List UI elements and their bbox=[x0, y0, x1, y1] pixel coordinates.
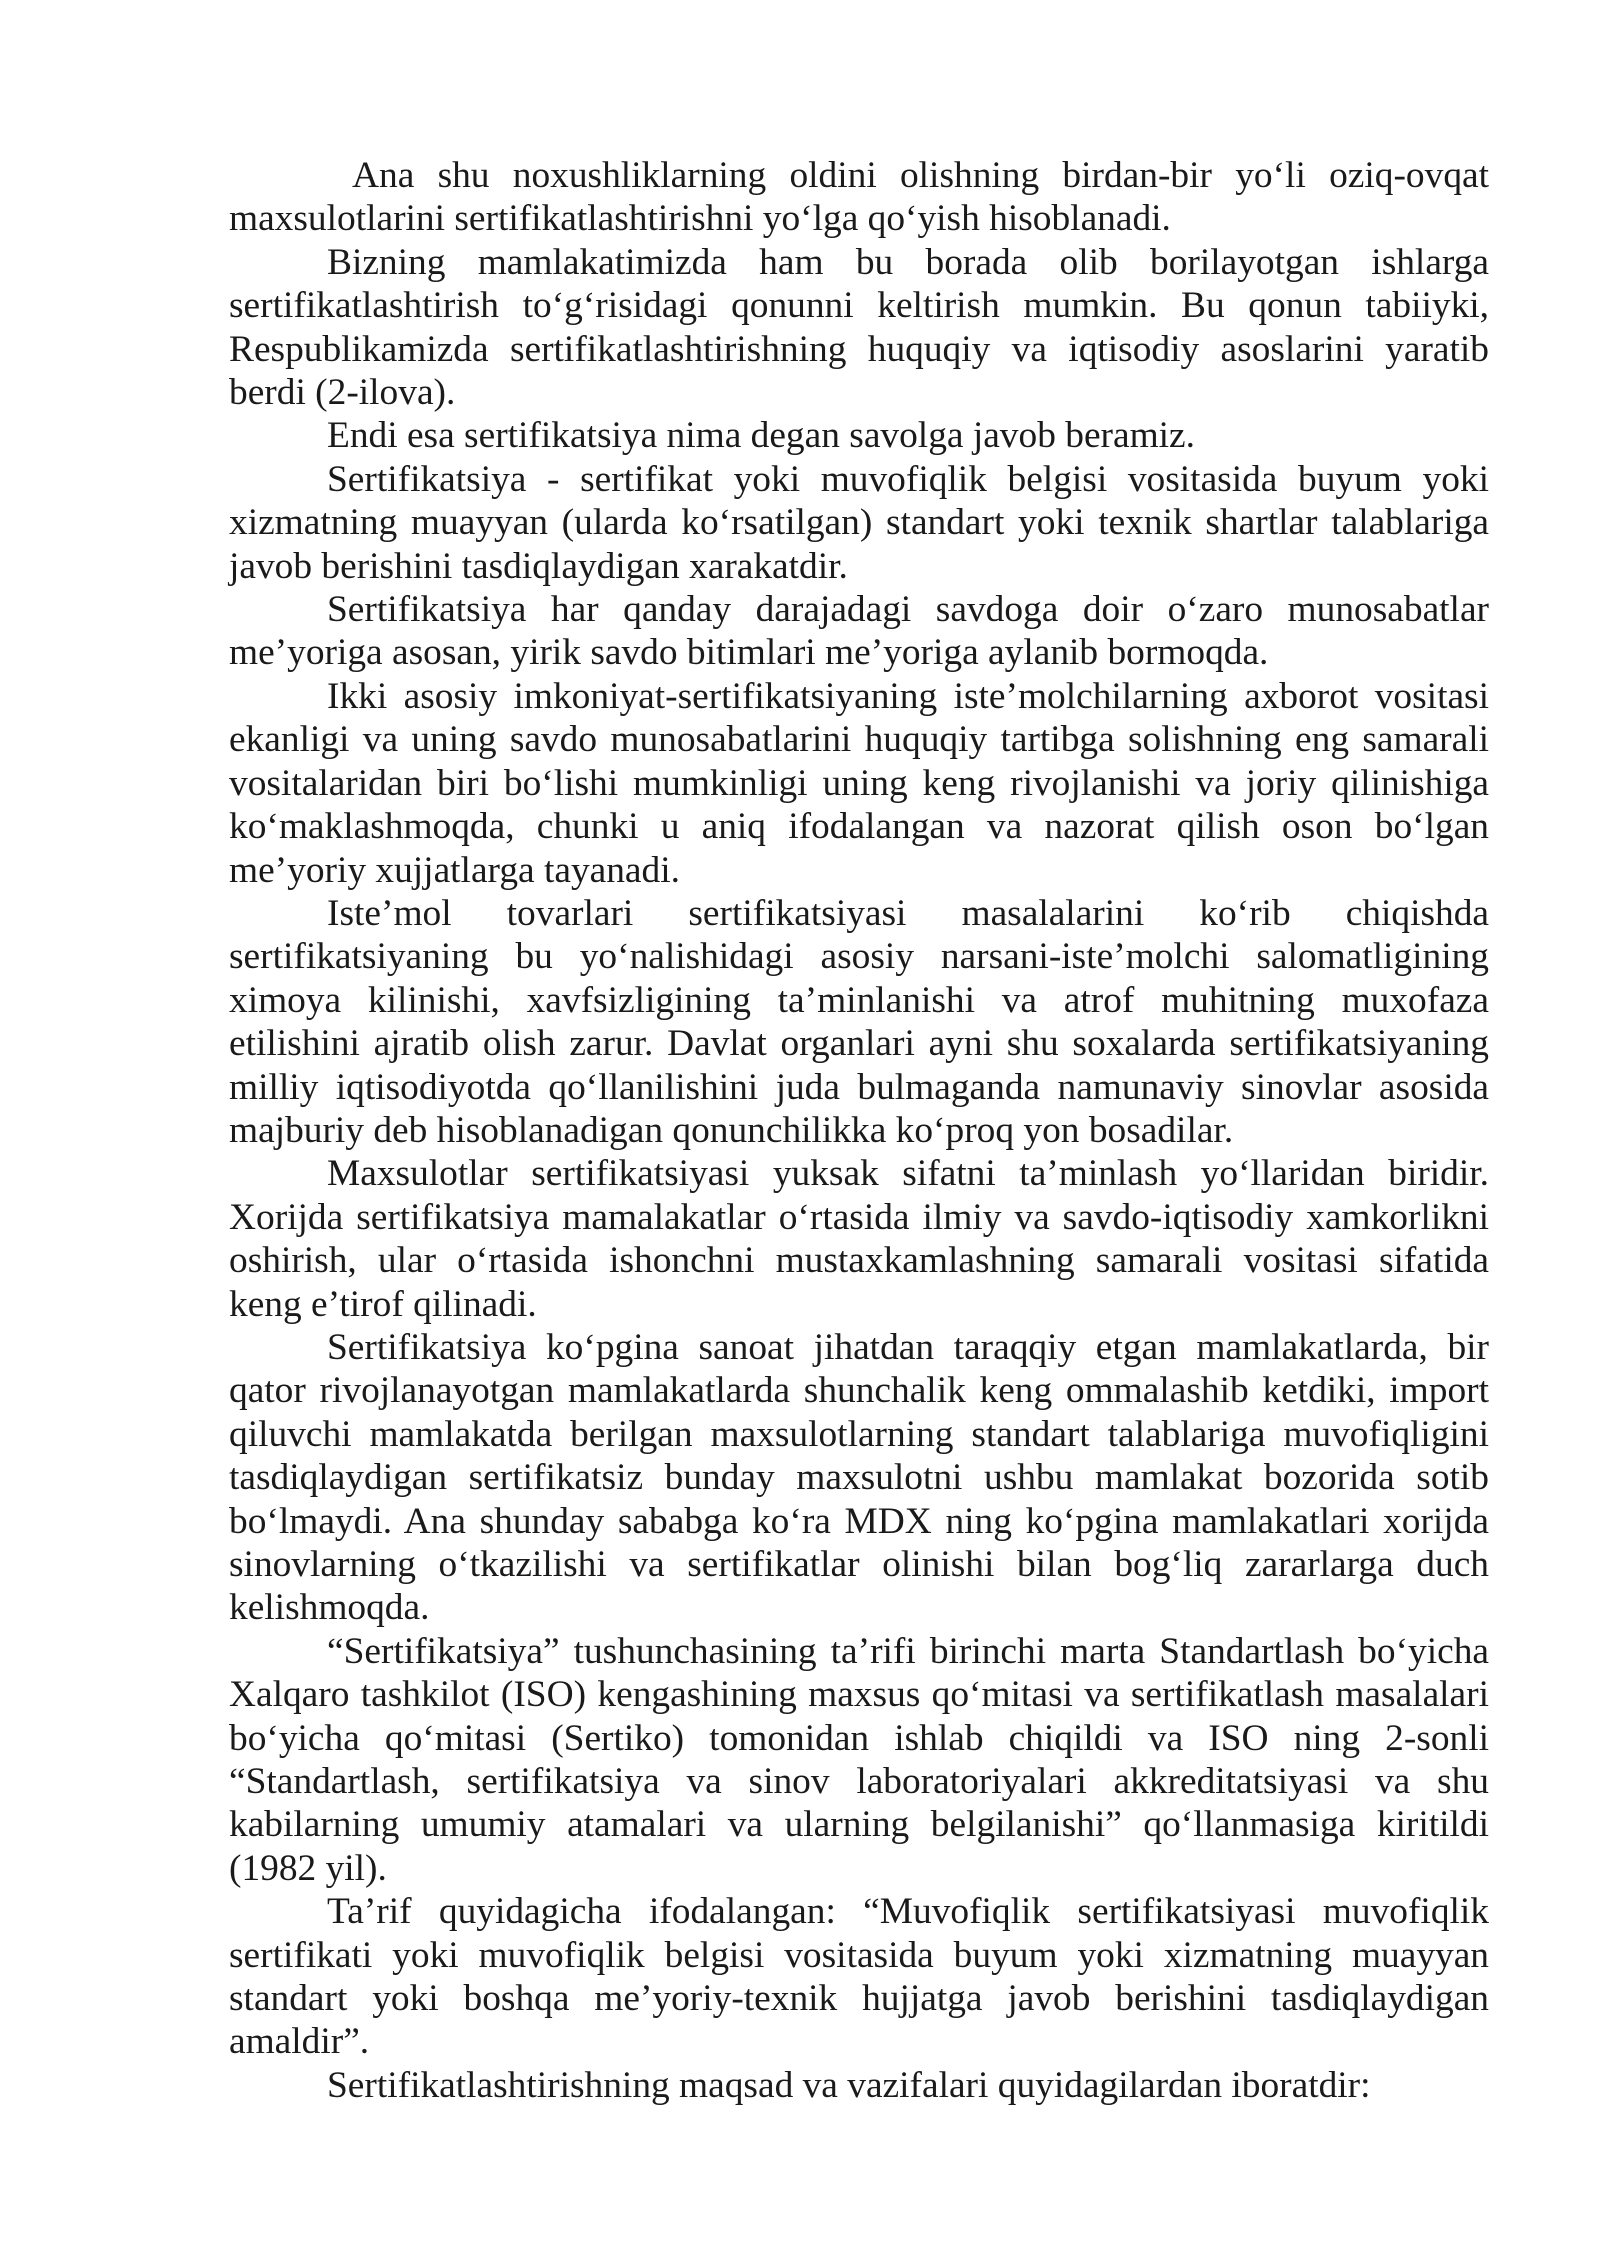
text-line: bo‘lmaydi. Ana shunday sababga ko‘ra MDX ning ko‘pgina mamlakatlari xorijda bbox=[229, 1500, 1489, 1542]
text-line: (1982 yil). bbox=[229, 1847, 387, 1889]
text-line: maxsulotlarini sertifikatlashtirishni yo‘lga qo‘yish hisoblanadi. bbox=[229, 198, 1171, 240]
text-line: Ikki asosiy imkoniyat-sertifikatsiyaning iste’molchilarning axborot vositasi bbox=[327, 675, 1489, 717]
paragraph bbox=[229, 1890, 1489, 2064]
text-line: Sertifikatsiya - sertifikat yoki muvofiqlik belgisi vositasida buyum yoki bbox=[327, 458, 1489, 500]
paragraph bbox=[229, 588, 1489, 675]
text-line: Respublikamizda sertifikatlashtirishning huquqiy va iqtisodiy asoslarini yaratib bbox=[229, 328, 1489, 370]
text-line: Maxsulotlar sertifikatsiyasi yuksak sifatni ta’minlash yo‘llaridan biridir. bbox=[327, 1153, 1489, 1195]
text-line: milliy iqtisodiyotda qo‘llanilishini juda bulmaganda namunaviy sinovlar asosida bbox=[229, 1066, 1489, 1108]
text-line: ko‘maklashmoqda, chunki u aniq ifodalangan va nazorat qilish oson bo‘lgan bbox=[229, 806, 1489, 848]
paragraph bbox=[229, 675, 1489, 892]
text-line: Sertifikatlashtirishning maqsad va vazifalari quyidagilardan iboratdir: bbox=[327, 2064, 1371, 2106]
text-line: Xalqaro tashkilot (ISO) kengashining maxsus qo‘mitasi va sertifikatlash masalalari bbox=[229, 1674, 1489, 1716]
text-line: standart yoki boshqa me’yoriy-texnik hujjatga javob berishini tasdiqlaydigan bbox=[229, 1978, 1489, 2020]
text-line: Bizning mamlakatimizda ham bu borada olib borilayotgan ishlarga bbox=[327, 241, 1489, 283]
paragraph bbox=[229, 1152, 1489, 1326]
text-line: sertifikati yoki muvofiqlik belgisi vositasida buyum yoki xizmatning muayyan bbox=[229, 1934, 1489, 1976]
text-line: berdi (2-ilova). bbox=[229, 372, 456, 414]
text-line: Endi esa sertifikatsiya nima degan savolga javob beramiz. bbox=[327, 415, 1195, 457]
text-line: qiluvchi mamlakatda berilgan maxsulotlarning standart talablariga muvofiqligini bbox=[229, 1413, 1489, 1455]
text-line: Ta’rif quyidagicha ifodalangan: “Muvofiqlik sertifikatsiyasi muvofiqlik bbox=[327, 1891, 1489, 1933]
paragraph bbox=[229, 1326, 1489, 1630]
text-line: javob berishini tasdiqlaydigan xarakatdir. bbox=[229, 545, 848, 587]
paragraph bbox=[229, 2064, 1489, 2107]
paragraph bbox=[229, 414, 1489, 457]
text-line: “Sertifikatsiya” tushunchasining ta’rifi birinchi marta Standartlash bo‘yicha bbox=[327, 1630, 1489, 1672]
text-line: me’yoriy xujjatlarga tayanadi. bbox=[229, 849, 680, 891]
paragraph bbox=[229, 892, 1489, 1152]
text-line: Sertifikatsiya har qanday darajadagi savdoga doir o‘zaro munosabatlar bbox=[327, 589, 1489, 631]
text-line: Xorijda sertifikatsiya mamalakatlar o‘rtasida ilmiy va savdo-iqtisodiy xamkorlikni bbox=[229, 1196, 1489, 1238]
text-line: kelishmoqda. bbox=[229, 1587, 430, 1629]
text-line: Ana shu noxushliklarning oldini olishning birdan-bir yo‘li oziq-ovqat bbox=[352, 155, 1489, 196]
text-line: sertifikatlashtirish to‘g‘risidagi qonunni keltirish mumkin. Bu qonun tabiiyki, bbox=[229, 285, 1489, 327]
text-line: sinovlarning o‘tkazilishi va sertifikatlar olinishi bilan bog‘liq zararlarga duch bbox=[229, 1544, 1489, 1585]
text-line: keng e’tirof qilinadi. bbox=[229, 1283, 537, 1325]
text-line: xizmatning muayyan (ularda ko‘rsatilgan) standart yoki texnik shartlar talablariga bbox=[229, 502, 1489, 544]
text-line: sertifikatsiyaning bu yo‘nalishidagi asosiy narsani-iste’molchi salomatligining bbox=[229, 936, 1489, 978]
paragraph bbox=[229, 154, 1489, 241]
text-line: qator rivojlanayotgan mamlakatlarda shunchalik keng ommalashib ketdiki, import bbox=[229, 1370, 1489, 1412]
text-line: bo‘yicha qo‘mitasi (Sertiko) tomonidan ishlab chiqildi va ISO ning 2-sonli bbox=[229, 1717, 1489, 1759]
text-line: amaldir”. bbox=[229, 2021, 370, 2063]
text-line: oshirish, ular o‘rtasida ishonchni mustaxkamlashning samarali vositasi sifatida bbox=[229, 1240, 1489, 1282]
paragraph bbox=[229, 241, 1489, 415]
text-line: kabilarning umumiy atamalari va ularning belgilanishi” qo‘llanmasiga kiritildi bbox=[229, 1804, 1489, 1846]
text-line: majburiy deb hisoblanadigan qonunchilikka ko‘proq yon bosadilar. bbox=[229, 1109, 1234, 1151]
text-line: “Standartlash, sertifikatsiya va sinov laboratoriyalari akkreditatsiyasi va shu bbox=[229, 1761, 1489, 1803]
text-line: tasdiqlaydigan sertifikatsiz bunday maxsulotni ushbu mamlakat bozorida sotib bbox=[229, 1457, 1489, 1499]
document-body bbox=[229, 154, 1489, 2107]
paragraph bbox=[229, 458, 1489, 588]
text-line: me’yoriga asosan, yirik savdo bitimlari me’yoriga aylanib bormoqda. bbox=[229, 632, 1269, 674]
text-line: ekanligi va uning savdo munosabatlarini huquqiy tartibga solishning eng samarali bbox=[229, 719, 1489, 761]
text-line: etilishini ajratib olish zarur. Davlat organlari ayni shu soxalarda sertifikatsiyaning bbox=[229, 1023, 1489, 1065]
text-line: ximoya kilinishi, xavfsizligining ta’minlanishi va atrof muhitning muxofaza bbox=[229, 979, 1489, 1021]
text-line: Iste’mol tovarlari sertifikatsiyasi masalalarini ko‘rib chiqishda bbox=[327, 892, 1489, 934]
text-line: vositalaridan biri bo‘lishi mumkinligi uning keng rivojlanishi va joriy qilinishiga bbox=[229, 762, 1489, 804]
text-line: Sertifikatsiya ko‘pgina sanoat jihatdan taraqqiy etgan mamlakatlarda, bir bbox=[327, 1326, 1489, 1368]
paragraph bbox=[229, 1630, 1489, 1890]
